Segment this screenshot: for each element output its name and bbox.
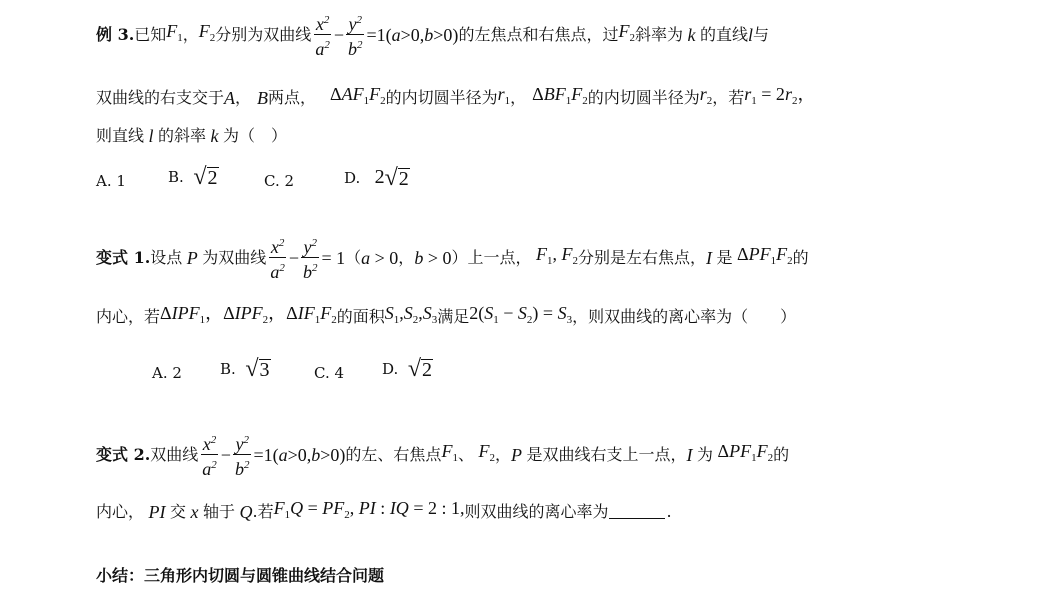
text: 满足 <box>437 306 470 326</box>
variant-1-line-1 <box>96 233 809 282</box>
ex3-option-c: C. 2 <box>264 172 295 190</box>
sqrt-2: √ 2 <box>407 356 432 382</box>
text: 轴于 <box>203 501 236 521</box>
fraction-y2-b2: $\frac{y^2}{b^2}$ <box>233 430 252 479</box>
text: 两点， <box>268 87 317 107</box>
text: 与 <box>753 24 770 44</box>
spacer: ， <box>182 24 199 44</box>
math-b-gt-0: b > 0 <box>414 247 452 268</box>
sqrt-2: √ 2 <box>193 164 218 190</box>
math-triangle-ipf1: $\Delta IPF_1$， <box>160 303 224 326</box>
var1-option-c: C. 4 <box>314 364 345 382</box>
text: 的 <box>792 247 809 267</box>
minus: − <box>333 24 344 45</box>
math-p: P <box>510 444 527 465</box>
fraction-y2-b2: $\frac{y^2}{b^2}$ <box>301 233 320 282</box>
spacer: ， <box>235 87 252 107</box>
math-k: k <box>682 24 700 45</box>
text: 交 <box>170 501 187 521</box>
variant-2-line-1 <box>96 430 789 479</box>
text: 的直线 <box>699 24 748 44</box>
text: 为（ ） <box>223 126 288 145</box>
text: 的斜率 <box>158 126 207 145</box>
math-i: I <box>686 444 697 465</box>
option-letter: B. <box>220 360 236 378</box>
math-triangle-pf1f2: $\Delta PF_1F_2$ <box>737 244 793 267</box>
fraction-y2-b2: $\frac{y^2}{b^2}$ <box>346 10 365 59</box>
math-a-gt-0: a > 0 <box>361 247 399 268</box>
example-3-line-1 <box>96 10 769 59</box>
math-x: x <box>186 501 204 522</box>
text: 则直线 <box>96 126 145 145</box>
example-3-line-2 <box>96 84 815 111</box>
text: ）上一点， <box>451 247 532 267</box>
ex3-option-a: A. 1 <box>96 172 126 190</box>
math-triangle-pf1f2: $\Delta PF_1F_2$ <box>717 441 774 464</box>
math-l: l <box>747 24 753 45</box>
text: ，若 <box>712 87 745 107</box>
math-triangle-if1f2: $\Delta IF_1F_2$ <box>286 303 337 326</box>
text: 斜率为 <box>634 24 683 44</box>
text: 为 <box>696 444 713 464</box>
equals-1: = 1 <box>321 247 346 268</box>
text: 内心，若 <box>96 306 161 326</box>
math-p: P <box>182 247 203 268</box>
text: ， <box>494 444 511 464</box>
fraction-x2-a2: $\frac{x^2}{a^2}$ <box>268 233 287 282</box>
text: 的内切圆半径为 <box>385 87 498 107</box>
minus: − <box>220 444 231 465</box>
math-r1: $r_1$ <box>497 84 511 107</box>
math-b: B <box>257 87 269 108</box>
fraction-x2-a2: $\frac{x^2}{a^2}$ <box>200 430 219 479</box>
math-r1-eq-2r2: $r_1 = 2r_2$， <box>744 84 816 107</box>
option-letter: D. <box>382 360 399 378</box>
text: 已知 <box>134 24 167 44</box>
math-hyperbola-condition: =1(a>0,b>0) <box>253 444 346 465</box>
variant-1-line-2 <box>96 303 796 330</box>
text: 则双曲线的离心率为 <box>464 501 609 521</box>
text: 设点 <box>150 247 183 267</box>
math-s1-s2-s3: $S_1,S_2,S_3$ <box>384 303 438 326</box>
math-r2: $r_2$ <box>699 84 713 107</box>
text: 的左焦点和右焦点，过 <box>458 24 619 44</box>
math-area-equation: $2(S_1 - S_2) = S_3$ <box>469 303 573 326</box>
math-2: 2 <box>374 166 385 188</box>
text: 内心， <box>96 501 145 521</box>
math-hyperbola-condition: =1(a>0,b>0) <box>366 24 459 45</box>
math-triangle-af1f2: $\Delta AF_1F_2$ <box>330 84 386 107</box>
text: 分别为双曲线 <box>215 24 312 44</box>
sqrt-3: √ 3 <box>245 356 270 382</box>
text: 双曲线的右支交于 <box>96 87 225 107</box>
text: 的左、右焦点 <box>345 444 442 464</box>
math-triangle-bf1f2: $\Delta BF_1F_2$ <box>532 84 588 107</box>
text: . <box>666 501 672 521</box>
example-3-line-3 <box>96 126 287 146</box>
text: 是 <box>716 247 733 267</box>
var1-option-a: A. 2 <box>152 364 182 382</box>
math-f1: $F_1$ <box>166 21 183 44</box>
text: 是双曲线右支上一点， <box>526 444 687 464</box>
text: 的 <box>773 444 790 464</box>
text: 双曲线 <box>150 444 199 464</box>
text: 分别是左右焦点， <box>577 247 706 267</box>
math-k: k <box>206 126 224 146</box>
spacer: ， <box>510 87 527 107</box>
math-f2: $F_2$ <box>198 21 216 44</box>
fraction-x2-a2: $\frac{x^2}{a^2}$ <box>313 10 332 59</box>
text: 为双曲线 <box>202 247 267 267</box>
answer-blank[interactable] <box>609 504 665 519</box>
math-f1-f2: $F_1$, $F_2$ <box>531 244 578 267</box>
ex3-option-d <box>344 166 410 189</box>
math-pi: PI <box>144 501 171 522</box>
math-a: A <box>224 87 236 108</box>
math-i: I <box>706 247 717 268</box>
sqrt-2: √ 2 <box>384 164 409 191</box>
math-f2: $F_2$ <box>473 441 495 464</box>
math-triangle-ipf2: $\Delta IPF_2$， <box>223 303 287 326</box>
text: .若 <box>252 501 274 521</box>
text: 的内切圆半径为 <box>587 87 700 107</box>
var1-option-b <box>220 358 271 380</box>
math-l: l <box>144 126 159 146</box>
variant-1-label: 变式 1. <box>96 247 151 267</box>
text: ，则双曲线的离心率为（ ） <box>572 306 797 326</box>
variant-2-label: 变式 2. <box>96 444 151 464</box>
option-letter: D. <box>344 168 361 187</box>
example-3-label: 例 3. <box>96 24 135 44</box>
summary: 小结：三角形内切圆与圆锥曲线结合问题 <box>96 566 385 585</box>
variant-2-line-2 <box>96 498 672 525</box>
math-condition: $F_1Q = PF_2$, PI : IQ = 2 : 1, <box>273 498 465 521</box>
minus: − <box>288 247 299 268</box>
text: 的面积 <box>336 306 385 326</box>
text: ， <box>398 247 415 267</box>
math-f2: $F_2$ <box>618 21 635 44</box>
math-f1: $F_1$ <box>441 441 458 464</box>
var1-option-d <box>382 358 433 380</box>
text: （ <box>345 247 362 267</box>
text: 、 <box>457 444 474 464</box>
math-q: Q <box>235 501 253 522</box>
option-letter: B. <box>168 168 184 186</box>
ex3-option-b <box>168 166 219 188</box>
